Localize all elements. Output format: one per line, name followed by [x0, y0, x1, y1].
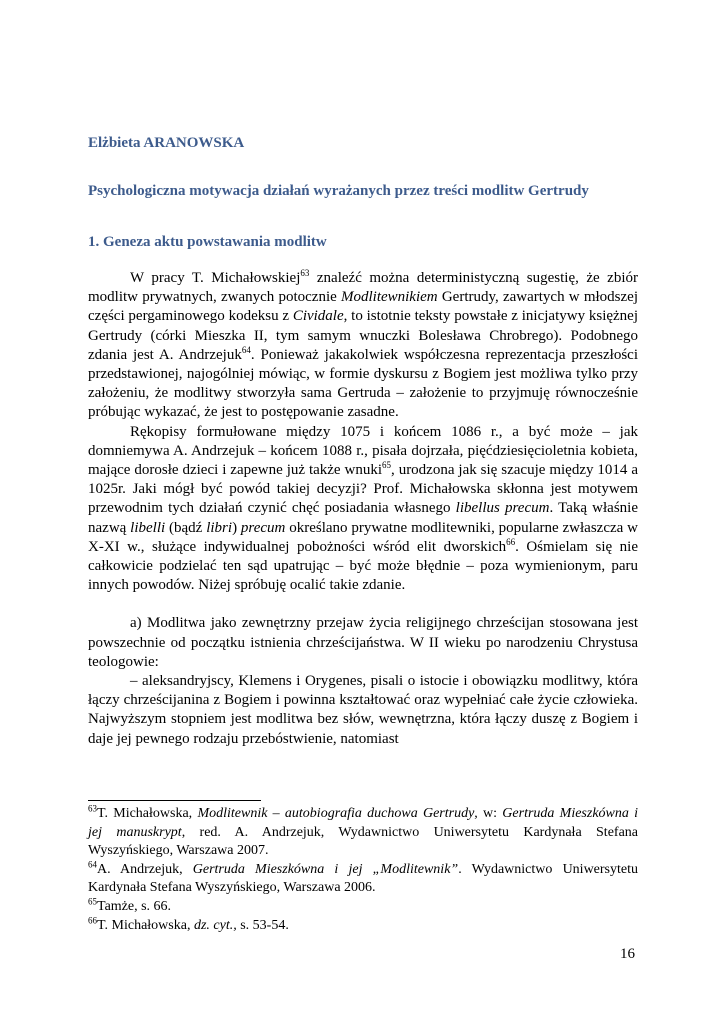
- footnote-ref-65: 65: [382, 460, 392, 471]
- footnote-ref-63: 63: [300, 268, 310, 278]
- footnote-65: $^{65}$Tamże, s. 66.: [88, 896, 172, 914]
- paragraph-4: – aleksandryjscy, Klemens i Orygenes, pisali o istocie i obowiązku modlitwy, która łączy chrześcijanina z Bogiem i powinna kształtować oraz wypełniać całe życie człowieka. Najwyższym stopniem jest modlitwa bez słów, wewnętrzna, która łączy duszę z Bogiem i daje jej pewnego rodzaju przebóstwienie, natomiast: [88, 673, 638, 747]
- footnotes: [88, 805, 638, 935]
- footnote-64: $^{64}$A. Andrzejuk, Gertruda Mieszkówna i jej „Modlitewnik”. Wydawnictwo Uniwersytetu Kardynała Stefana Wyszyńskiego, Warszawa 2006.: [88, 859, 638, 896]
- section-heading: 1. Geneza aktu powstawania modlitw: [88, 234, 327, 250]
- paragraph-2: Rękopisy formułowane między 1075 i końcem 1086 r., a być może – jak domniemywa A. Andrzejuk – końcem 1088 r., pisała dojrzała, pięćdziesięcioletnia kobieta, mające dorosłe dzieci i zapewne już także wnuki$^{65}$, urodzona jak się szacuje między 1014 a 1025r. Jaki mógł być powód takiej decyzji? Prof. Michałowska skłonna jest motywem przewodnim tych działań czynić chęć posiadania własnego libellus precum. Taką właśnie nazwą libelli (bądź libri) precum określano prywatne modlitewniki, popularne zwłaszcza w X-XI w., służące indywidualnej pobożności wśród elit dworskich$^{66}$. Ośmielam się nie całkowicie podzielać ten sąd upatrując – być może błędnie – poza wymienionym, paru innych powodów. Niżej spróbuję ocalić takie zdanie.: [88, 423, 638, 594]
- page-number: 16: [620, 946, 635, 962]
- footnote-66: $^{66}$T. Michałowska, dz. cyt., s. 53-54.: [88, 914, 289, 933]
- footnote-63: $^{63}$T. Michałowska, Modlitewnik – autobiografia duchowa Gertrudy, w: Gertruda Mieszkówna i jej manuskrypt, red. A. Andrzejuk, Wydawnictwo Uniwersytetu Kardynała Stefana Wyszyńskiego, Warszawa 2007.: [88, 803, 639, 859]
- footnote-ref-64: 64: [241, 344, 251, 355]
- paragraph-1: W pracy T. Michałowskiej$^{63}$ znaleźć można deterministyczną sugestię, że zbiór modlitw prywatnych, zwanych potocznie Modlitewnikiem Gertrudy, zawartych w młodszej części pergaminowego kodeksu z Cividale, to istotnie teksty powstałe z inicjatywy księżnej Gertrudy (córki Mieszka II, tym samym wnuczki Bolesława Chrobrego). Podobnego zdania jest A. Andrzejuk$^{64}$. Ponieważ jakakolwiek współczesna reprezentacja przeszłości przedstawionej, najogólniej mówiąc, w formie dyskursu z Bogiem jest możliwa tylko przy założeniu, że modlitwy stworzyła sama Gertruda – założenie to przyjmuję równocześnie próbując wykazać, że jest to postępowanie zasadne.: [88, 268, 639, 421]
- author-name: Elżbieta ARANOWSKA: [88, 135, 245, 151]
- paragraph-3: a) Modlitwa jako zewnętrzny przejaw życia religijnego chrześcijan stosowana jest powszechnie od początku istnienia chrześcijaństwa. W II wieku po narodzeniu Chrystusa teologowie:: [88, 615, 638, 670]
- footnote-ref-66: 66: [506, 536, 516, 547]
- article-title: Psychologiczna motywacja działań wyrażanych przez treści modlitw Gertrudy: [88, 183, 589, 199]
- body-text: [88, 269, 638, 749]
- footnote-separator: [88, 800, 261, 801]
